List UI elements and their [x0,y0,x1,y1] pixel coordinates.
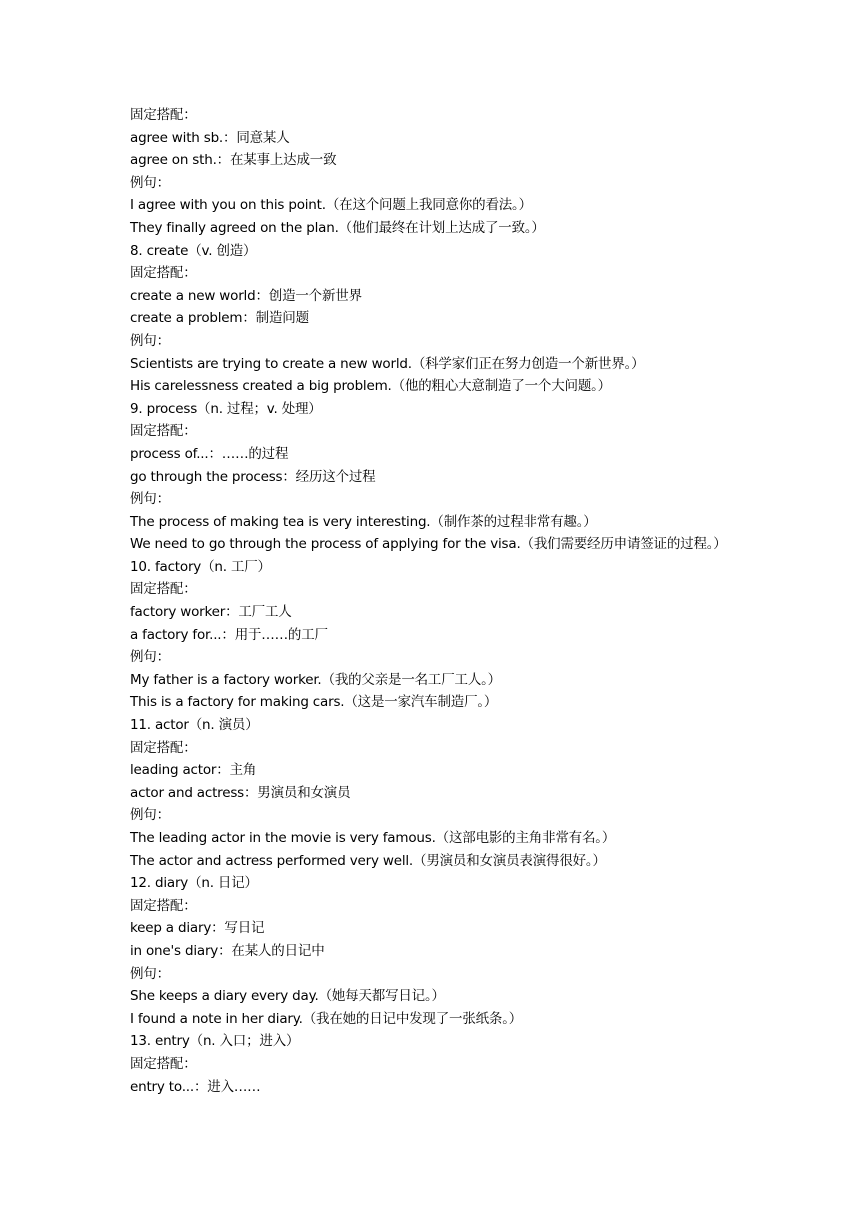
example-sentence: I agree with you on this point.（在这个问题上我同意你的看法。） [130,197,532,214]
vocab-heading-entry: 13. entry（n. 入口；进入） [130,1033,300,1050]
collocation-line: process of...：……的过程 [130,445,289,462]
section-label-collocations: 固定搭配： [130,1055,197,1072]
vocab-heading-factory: 10. factory（n. 工厂） [130,558,271,575]
collocation-line: go through the process：经历这个过程 [130,468,376,485]
section-label-examples: 例句： [130,332,170,349]
example-sentence: The actor and actress performed very well.（男演员和女演员表演得很好。） [130,852,606,869]
section-label-examples: 例句： [130,174,170,191]
collocation-line: factory worker：工厂工人 [130,604,292,621]
section-label-collocations: 固定搭配： [130,265,197,282]
example-sentence: They finally agreed on the plan.（他们最终在计划上达成了一致。） [130,219,545,236]
collocation-line: entry to...：进入…… [130,1078,261,1095]
example-sentence: The leading actor in the movie is very famous.（这部电影的主角非常有名。） [130,830,616,846]
example-sentence: She keeps a diary every day.（她每天都写日记。） [130,988,445,1005]
vocab-heading-actor: 11. actor（n. 演员） [130,717,259,734]
vocab-heading-diary: 12. diary（n. 日记） [130,875,258,892]
section-label-collocations: 固定搭配： [130,897,197,914]
collocation-line: in one's diary：在某人的日记中 [130,942,325,959]
example-sentence: My father is a factory worker.（我的父亲是一名工厂工人。） [130,671,501,688]
collocation-line: agree on sth.：在某事上达成一致 [130,152,337,169]
collocation-line: create a new world：创造一个新世界 [130,287,362,304]
example-sentence: We need to go through the process of applying for the visa.（我们需要经历申请签证的过程。） [130,536,727,553]
example-sentence: I found a note in her diary.（我在她的日记中发现了一张纸条。） [130,1010,523,1027]
collocation-line: keep a diary：写日记 [130,920,265,937]
example-sentence: This is a factory for making cars.（这是一家汽车制造厂。） [130,694,498,711]
example-sentence: The process of making tea is very interesting.（制作茶的过程非常有趣。） [130,513,597,530]
section-label-collocations: 固定搭配： [130,581,197,598]
section-label-examples: 例句： [130,491,170,508]
example-sentence: His carelessness created a big problem.（他的粗心大意制造了一个大问题。） [130,378,611,395]
collocation-line: a factory for...：用于……的工厂 [130,626,328,643]
section-label-examples: 例句： [130,807,170,824]
collocation-line: leading actor：主角 [130,762,257,779]
example-sentence: Scientists are trying to create a new world.（科学家们正在努力创造一个新世界。） [130,355,645,372]
section-label-examples: 例句： [130,649,170,666]
document-body [130,104,830,1098]
collocation-line: create a problem：制造问题 [130,310,309,327]
collocation-line: actor and actress：男演员和女演员 [130,784,351,801]
vocab-heading-process: 9. process（n. 过程；v. 处理） [130,400,322,417]
section-label-collocations: 固定搭配： [130,739,197,756]
vocab-heading-create: 8. create（v. 创造） [130,242,257,259]
section-label-collocations: 固定搭配： [130,107,197,123]
section-label-collocations: 固定搭配： [130,423,197,440]
section-label-examples: 例句： [130,965,170,982]
collocation-line: agree with sb.：同意某人 [130,129,290,146]
